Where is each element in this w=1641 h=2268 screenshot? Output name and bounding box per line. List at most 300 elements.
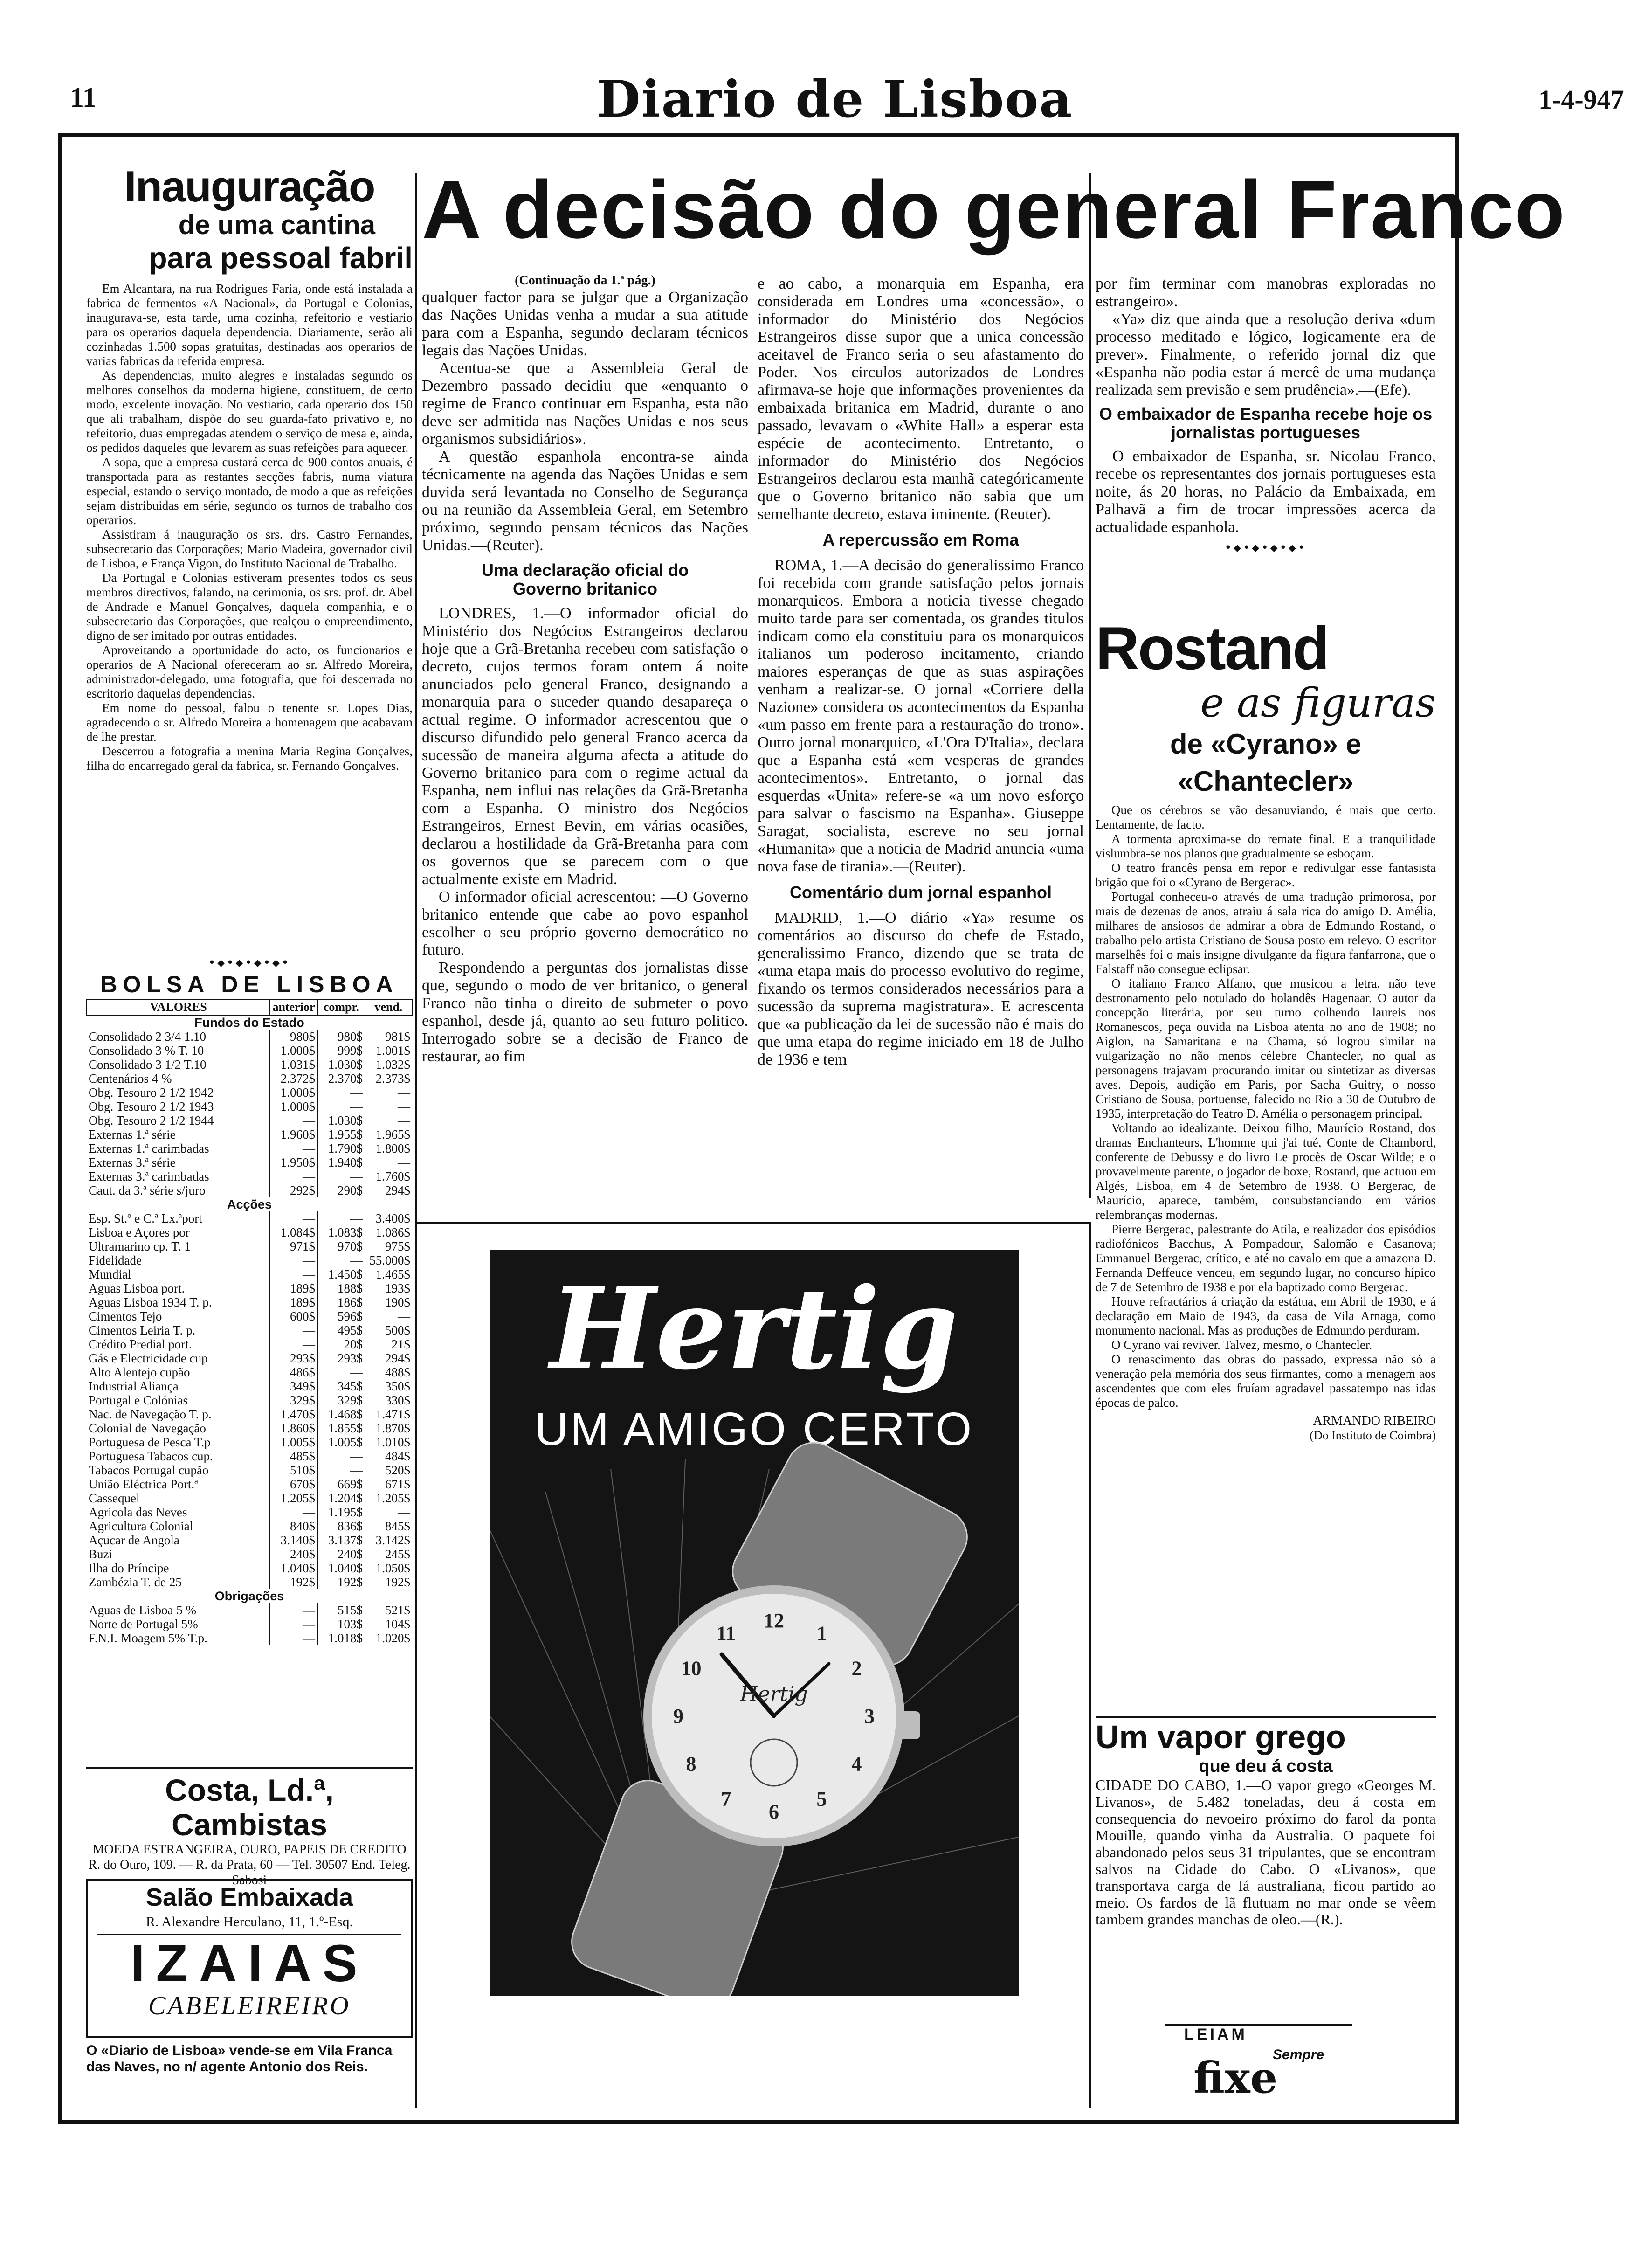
bolsa-price: 1.468$	[317, 1407, 365, 1421]
bolsa-price: 1.086$	[365, 1225, 412, 1239]
bolsa-security-name: Aguas Lisboa port.	[89, 1281, 185, 1295]
bolsa-security-name: Portuguesa Tabacos cup.	[89, 1449, 213, 1463]
table-row	[87, 1477, 412, 1491]
issue-date: 1-4-947	[1538, 84, 1624, 115]
bolsa-price: —	[270, 1253, 317, 1267]
franco-paragraph: Acentua-se que a Assembleia Geral de Dezembro passado decidiu que «enquanto o regime de Franco continuar em Espanha, esta não deve ser admitida nas Nações Unidas e nos seus organismos subsidiários».	[422, 360, 748, 448]
bolsa-price: 293$	[270, 1351, 317, 1365]
bolsa-security-name: Centenários 4 %	[89, 1072, 172, 1086]
hertig-tagline: UM AMIGO CERTO	[534, 1403, 974, 1455]
cantina-headline-2: de uma cantina	[178, 210, 375, 240]
table-row	[87, 1603, 412, 1617]
bolsa-price: 329$	[317, 1393, 365, 1407]
subhead-embaixador: O embaixador de Espanha recebe hoje os jornalistas portugueses	[1099, 404, 1433, 442]
bolsa-security-name: Lisboa e Açores por	[89, 1225, 190, 1239]
bolsa-security-name: Consolidado 3 % T. 10	[89, 1044, 204, 1058]
bolsa-price: 2.373$	[365, 1072, 412, 1086]
bolsa-price: —	[270, 1267, 317, 1281]
bolsa-price: —	[270, 1323, 317, 1337]
watch-hour-number: 9	[673, 1705, 683, 1728]
table-row	[87, 1086, 412, 1099]
bolsa-price: 1.955$	[317, 1127, 365, 1141]
franco-col1-text	[422, 289, 748, 554]
table-row	[87, 1365, 412, 1379]
bolsa-security-name: Obg. Tesouro 2 1/2 1942	[89, 1086, 214, 1099]
bolsa-security-name: Obg. Tesouro 2 1/2 1943	[89, 1099, 214, 1113]
bolsa-security-name: União Eléctrica Port.ª	[89, 1477, 198, 1491]
cantina-body	[86, 282, 413, 773]
bolsa-security-name: Ilha do Príncipe	[89, 1561, 169, 1575]
bolsa-price: 1.195$	[317, 1505, 365, 1519]
bolsa-security-name: F.N.I. Moagem 5% T.p.	[89, 1631, 207, 1645]
watch-hour-number: 7	[721, 1787, 731, 1811]
franco-col1b-text	[422, 605, 748, 1065]
ad-top-rule	[417, 1222, 1089, 1224]
bolsa-price: 3.142$	[365, 1533, 412, 1547]
bolsa-price: 970$	[317, 1239, 365, 1253]
column-rule-2	[1089, 173, 1091, 1198]
vapor-body: CIDADE DO CABO, 1.—O vapor grego «Georges M. Livanos», de 5.482 toneladas, deu á costa em consequencia do nevoeiro próximo do farol da ponta Mouille, quando vinha da Australia. O paquete foi abandonado pelos seus 31 tripulantes, que se encontram salvos na Cidade do Cabo. O «Livanos», que transportava carga de lá australiana, ficou partido ao meio. Os fardos de lã flutuam no mar onde se vêem tambem grandes manchas de oleo.—(R.).	[1096, 1777, 1436, 1928]
bolsa-price: 1.083$	[317, 1225, 365, 1239]
watch-face	[643, 1585, 904, 1846]
bolsa-price: 1.940$	[317, 1155, 365, 1169]
bolsa-section-row	[87, 1015, 412, 1030]
table-row	[87, 1575, 412, 1589]
watch-dial	[652, 1594, 896, 1838]
cantina-paragraph: As dependencias, muito alegres e instaladas segundo os melhores conselhos da moderna higiene, constituem, de certo modo, excelente inovação. No vestiario, cada operario dos 150 que ali trabalham, dispõe do seu guarda-fato privativo e, no refeitorio, duas empregadas atendem o serviço de mesa e, ainda, os pedidos daqueles que levarem as suas refeições para aquecer.	[86, 368, 413, 455]
bolsa-price: 1.960$	[270, 1127, 317, 1141]
franco-paragraph: «Ya» diz que ainda que a resolução deriva «dum processo meditado e lógico, logicamente era de prever». Finalmente, o referido jornal diz que «Espanha não podia estar á mercê de uma mudança realizada sem previsão e sem prudência».—(Efe).	[1096, 311, 1436, 399]
bolsa-price: 1.084$	[270, 1225, 317, 1239]
bolsa-price: 600$	[270, 1309, 317, 1323]
bolsa-security-name: Consolidado 3 1/2 T.10	[89, 1058, 207, 1072]
bolsa-security-name: Externas 3.ª série	[89, 1155, 176, 1169]
costa-text: MOEDA ESTRANGEIRA, OURO, PAPEIS DE CREDITO R. do Ouro, 109. — R. da Prata, 60 — Tel. 30507 End. Teleg. Sabosi	[88, 1842, 411, 1888]
rostand-signature: ARMANDO RIBEIRO	[1313, 1414, 1436, 1428]
bolsa-price: —	[317, 1463, 365, 1477]
vapor-subhead: que deu á costa	[1199, 1756, 1333, 1776]
bolsa-title: BOLSA DE LISBOA	[100, 971, 399, 997]
table-row	[87, 1561, 412, 1575]
watch-hour-number: 12	[764, 1609, 784, 1632]
rostand-paragraph: O teatro francês pensa em repor e redivulgar esse fantasista brigão que foi o «Cyrano de Bergerac».	[1096, 861, 1436, 889]
table-row	[87, 1309, 412, 1323]
vapor-article	[1096, 1716, 1436, 1928]
bolsa-price: 1.001$	[365, 1044, 412, 1058]
rostand-figures: de «Cyrano» e «Chantecler»	[1170, 728, 1362, 797]
bolsa-price: —	[317, 1169, 365, 1183]
table-row	[87, 1519, 412, 1533]
bolsa-price: 1.205$	[270, 1491, 317, 1505]
bolsa-price: 3.140$	[270, 1533, 317, 1547]
bolsa-security-name: Tabacos Portugal cupão	[89, 1463, 209, 1477]
bolsa-price: 55.000$	[365, 1253, 412, 1267]
cantina-paragraph: Descerrou a fotografia a menina Maria Regina Gonçalves, filha do encarregado geral da fabrica, sr. Fernando Gonçalves.	[86, 744, 413, 773]
leiam-fixe-ad	[1165, 2024, 1352, 2103]
table-row	[87, 1491, 412, 1505]
franco-paragraph: e ao cabo, a monarquia em Espanha, era considerada em Londres uma «concessão», o informador do Ministério dos Negócios Estrangeiros disse supor que a unica concessão aceitavel de Franco seria o seu afastamento do Poder. Nos circulos autorizados de Londres afirmava-se hoje que informações provenientes da embaixada britanica em Madrid, durante o ano passado, levavam o «White Hall» a esperar esta espécie de acontecimento. Entretanto, o informador do Ministério dos Negócios Estrangeiros declarou esta manhã categóricamente que o Governo britanico não sabia que um semelhante decreto, estava iminente. (Reuter).	[758, 275, 1084, 523]
bolsa-security-name: Esp. St.º e C.ª Lx.ªport	[89, 1211, 202, 1225]
bolsa-table	[86, 999, 413, 1645]
cantina-paragraph: Assistiram á inauguração os srs. drs. Castro Fernandes, subsecretario das Corporações; Mario Madeira, governador civil de Lisboa, e França Vigon, do Instituto Nacional de Trabalho.	[86, 527, 413, 570]
bolsa-security-name: Açucar de Angola	[89, 1533, 179, 1547]
rostand-paragraph: Pierre Bergerac, palestrante do Atila, e realizador dos episódios radiofónicos Bacchus, A Pompadour, Salomão e Casanova; Emmanuel Bergerac, crítico, e até no cavalo em que a amazona D. Fernanda Deffeuce venceu, em segundo lugar, no concurso hípico de 7 de Setembro de 1938 e por ela baptizado como Bergerac.	[1096, 1222, 1436, 1294]
izaias-name: IZAIAS	[130, 1934, 369, 1992]
column-rule-3	[1089, 1222, 1091, 2108]
bolsa-security-name: Industrial Aliança	[89, 1379, 179, 1393]
bolsa-price: —	[270, 1113, 317, 1127]
costa-ad	[86, 1767, 413, 1888]
bolsa-price: 349$	[270, 1379, 317, 1393]
table-row	[87, 1421, 412, 1435]
table-row	[87, 1225, 412, 1239]
bolsa-price: —	[270, 1141, 317, 1155]
watch-crown	[900, 1711, 920, 1739]
table-row	[87, 1072, 412, 1086]
bolsa-price: 669$	[317, 1477, 365, 1491]
vende-notice: O «Diario de Lisboa» vende-se em Vila Franca das Naves, no n/ agente Antonio dos Reis.	[86, 2043, 393, 2074]
bolsa-price: —	[270, 1631, 317, 1645]
bolsa-price: 670$	[270, 1477, 317, 1491]
bolsa-security-name: Externas 1.ª série	[89, 1127, 176, 1141]
bolsa-header-valores: VALORES	[87, 999, 270, 1015]
bolsa-price: —	[365, 1505, 412, 1519]
bolsa-price: 1.450$	[317, 1267, 365, 1281]
table-row	[87, 1547, 412, 1561]
salao-trade: CABELEIREIRO	[148, 1991, 351, 2020]
page-number: 11	[70, 82, 97, 113]
franco-col3b-text	[1096, 448, 1436, 536]
cantina-paragraph: Aproveitando a oportunidade do acto, os funcionarios e operarios de A Nacional ofereceram ao sr. Alfredo Moreira, administrador-delegado, uma fotografia, que foi descerrada no escritorio daquelas dependencias.	[86, 643, 413, 700]
bolsa-security-name: Norte de Portugal 5%	[89, 1617, 198, 1631]
table-row	[87, 1239, 412, 1253]
fixe-logo: fixe	[1193, 2053, 1278, 2103]
bolsa-table-body	[87, 1015, 412, 1645]
bolsa-security-name: Colonial de Navegação	[89, 1421, 206, 1435]
bolsa-security-name: Externas 3.ª carimbadas	[89, 1169, 209, 1183]
newspaper-title: Diario de Lisboa	[597, 70, 1073, 129]
bolsa-price: 1.000$	[270, 1044, 317, 1058]
bolsa-price: 1.010$	[365, 1435, 412, 1449]
rostand-body	[1096, 803, 1436, 1410]
bolsa-price: 1.030$	[317, 1113, 365, 1127]
bolsa-section-label: Acções	[227, 1197, 272, 1211]
salao-ad	[86, 1879, 413, 2038]
bolsa-price: —	[365, 1099, 412, 1113]
franco-col2-text	[758, 275, 1084, 523]
watch-hour-number: 2	[851, 1657, 862, 1680]
table-row	[87, 1267, 412, 1281]
bolsa-price: —	[317, 1086, 365, 1099]
table-row	[87, 1505, 412, 1519]
cantina-paragraph: Em Alcantara, na rua Rodrigues Faria, onde está instalada a fabrica de fermentos «A Nacional», da Portugal e Colonias, inaugurava-se, esta tarde, uma cozinha, refeitorio e vestiario para os operarios daquela dependencia. Diariamente, serão ali cozinhadas 1.500 sopas gratuitas, destinadas aos operarios de varias fabricas da referida empresa.	[86, 282, 413, 368]
bolsa-security-name: Crédito Predial port.	[89, 1337, 192, 1351]
bolsa-price: 840$	[270, 1519, 317, 1533]
bolsa-price: 980$	[317, 1030, 365, 1044]
bolsa-price: 515$	[317, 1603, 365, 1617]
bolsa-security-name: Portuguesa de Pesca T.p	[89, 1435, 211, 1449]
table-row	[87, 1463, 412, 1477]
bolsa-price: 484$	[365, 1449, 412, 1463]
bolsa-price: 1.032$	[365, 1058, 412, 1072]
bolsa-price: 485$	[270, 1449, 317, 1463]
bolsa-price: —	[365, 1155, 412, 1169]
table-row	[87, 1351, 412, 1365]
vapor-headline: Um vapor grego	[1096, 1719, 1346, 1755]
bolsa-security-name: Cimentos Leiria T. p.	[89, 1323, 196, 1337]
bolsa-price: —	[317, 1099, 365, 1113]
bolsa-price: 192$	[270, 1575, 317, 1589]
table-row	[87, 1449, 412, 1463]
bolsa-price: —	[317, 1365, 365, 1379]
table-row	[87, 1337, 412, 1351]
bolsa-price: 189$	[270, 1281, 317, 1295]
bolsa-price: 1.005$	[270, 1435, 317, 1449]
watch-hour-number: 3	[864, 1705, 875, 1728]
bolsa-price: 186$	[317, 1295, 365, 1309]
rostand-article	[1096, 615, 1436, 1443]
franco-paragraph: Respondendo a perguntas dos jornalistas disse que, segundo o modo de ver britanico, o general Franco não tinha o direito de submeter o povo espanhol, desde já, quanto ao seu futuro politico. Interrogado sobre se a decisão de Franco de restaurar, ao fim	[422, 959, 748, 1065]
bolsa-price: 1.760$	[365, 1169, 412, 1183]
bolsa-price: 971$	[270, 1239, 317, 1253]
bolsa-price: 21$	[365, 1337, 412, 1351]
cantina-article	[86, 163, 413, 773]
bolsa-price: 330$	[365, 1393, 412, 1407]
bolsa-security-name: Portugal e Colónias	[89, 1393, 188, 1407]
continuation-note: (Continuação da 1.ª pág.)	[515, 273, 655, 288]
bolsa-price: 2.370$	[317, 1072, 365, 1086]
bolsa-security-name: Aguas de Lisboa 5 %	[89, 1603, 196, 1617]
bolsa-price: —	[270, 1211, 317, 1225]
bolsa-price: 1.050$	[365, 1561, 412, 1575]
table-row	[87, 1323, 412, 1337]
bolsa-price: 190$	[365, 1295, 412, 1309]
bolsa-security-name: Fidelidade	[89, 1253, 142, 1267]
table-row	[87, 1379, 412, 1393]
franco-col2b-text	[758, 557, 1084, 876]
bolsa-price: —	[270, 1337, 317, 1351]
ornament-divider: •◆•◆•◆•◆•	[208, 956, 291, 970]
bolsa-price: 188$	[317, 1281, 365, 1295]
cantina-headline-1: Inauguração	[124, 162, 375, 211]
bolsa-security-name: Caut. da 3.ª série s/juro	[89, 1183, 206, 1197]
bolsa-security-name: Consolidado 2 3/4 1.10	[89, 1030, 207, 1044]
bolsa-price: 1.950$	[270, 1155, 317, 1169]
hertig-logo: Hertig	[550, 1263, 958, 1395]
bolsa-price: 1.000$	[270, 1086, 317, 1099]
bolsa-price: 193$	[365, 1281, 412, 1295]
bolsa-price: 189$	[270, 1295, 317, 1309]
franco-paragraph: MADRID, 1.—O diário «Ya» resume os comentários ao discurso do chefe de Estado, generalissimo Franco, dizendo que se trata de «uma etapa mais do processo evolutivo do regime, fixando os termos considerados necessários para a sucessão da suprema magistratura». E acrescenta que «a publicação da lei de sucessão não é mais do que uma etapa do regime iniciado em 18 de Julho de 1936 e tem	[758, 909, 1084, 1068]
bolsa-header-anterior: anterior	[270, 999, 317, 1015]
bolsa-price: 294$	[365, 1183, 412, 1197]
bolsa-price: —	[317, 1253, 365, 1267]
franco-col2c-text	[758, 909, 1084, 1069]
bolsa-price: —	[365, 1113, 412, 1127]
salao-address: R. Alexandre Herculano, 11, 1.º-Esq.	[97, 1914, 401, 1935]
bolsa-security-name: Aguas Lisboa 1934 T. p.	[89, 1295, 212, 1309]
bolsa-price: 1.465$	[365, 1267, 412, 1281]
bolsa-price: 975$	[365, 1239, 412, 1253]
column-rule-1	[415, 173, 417, 2108]
salao-title: Salão Embaixada	[145, 1883, 353, 1911]
bolsa-price: 999$	[317, 1044, 365, 1058]
bolsa-price: 1.470$	[270, 1407, 317, 1421]
bolsa-price: 1.471$	[365, 1407, 412, 1421]
bolsa-price: 20$	[317, 1337, 365, 1351]
bolsa-section	[86, 956, 413, 1645]
rostand-paragraph: Houve refractários á criação da estátua, em Abril de 1930, e á declaração em Maio de 1943, da casa de Vila Arnaga, como monumento nacional. Mas as produções de Edmundo perduram.	[1096, 1294, 1436, 1337]
table-row	[87, 1211, 412, 1225]
table-row	[87, 1407, 412, 1421]
bolsa-price: 1.204$	[317, 1491, 365, 1505]
bolsa-price: 350$	[365, 1379, 412, 1393]
bolsa-price: 3.400$	[365, 1211, 412, 1225]
bolsa-price: 1.005$	[317, 1435, 365, 1449]
table-row	[87, 1030, 412, 1044]
watch-hour-number: 6	[769, 1800, 779, 1823]
costa-title: Costa, Ld.ª, Cambistas	[86, 1767, 413, 1842]
franco-paragraph: O embaixador de Espanha, sr. Nicolau Franco, recebe os representantes dos jornais portugueses esta noite, ás 20 horas, no Palácio da Embaixada, em Palhavã a fim de trocar impressões acerca da actualidade espanhola.	[1096, 448, 1436, 536]
bolsa-price: 1.020$	[365, 1631, 412, 1645]
cantina-headline-3: para pessoal fabril	[149, 241, 413, 275]
table-row	[87, 1169, 412, 1183]
bolsa-price: 1.870$	[365, 1421, 412, 1435]
bolsa-header-vend: vend.	[365, 999, 412, 1015]
rostand-paragraph: O italiano Franco Alfano, que musicou a letra, não teve destronamento pelo notulado do holandês Hagenaar. O autor da concepção literária, por seu turno colhendo laureis nos Romanescos, peça ouvida na Lisboa atenta no ano de 1908; no Aiglon, na Samaritana e na Chama, só logrou similar na vulgarização no não menos célebre Chantecler, no qual as personagens trajavam procurando imitar ou sintetizar as diversas aves. Depois, audição em Paris, por Sacha Guitry, o nosso Cristiano de Sousa, portuense, falecido no Rio a 30 de Outubro de 1935, interpretação do Teatro D. Amélia o personagem principal.	[1096, 976, 1436, 1120]
watch-hour-number: 4	[851, 1752, 862, 1776]
bolsa-price: 245$	[365, 1547, 412, 1561]
bolsa-price: 1.860$	[270, 1421, 317, 1435]
bolsa-security-name: Obg. Tesouro 2 1/2 1944	[89, 1113, 214, 1127]
bolsa-price: —	[317, 1211, 365, 1225]
table-row	[87, 1113, 412, 1127]
subhead-britanico: Uma declaração oficial do Governo britanico	[481, 560, 689, 598]
bolsa-security-name: Alto Alentejo cupão	[89, 1365, 190, 1379]
cantina-paragraph: Da Portugal e Colonias estiveram presentes todos os seus membros directivos, falando, na cerimonia, os srs. prof. dr. Abel de Andrade e Manuel Gonçalves, daquela companhia, e o subsecretario das Corporações, que realçou o empreendimento, digno de ser imitado por outras entidades.	[86, 571, 413, 643]
table-row	[87, 1183, 412, 1197]
franco-col3-text	[1096, 275, 1436, 399]
franco-paragraph: qualquer factor para se julgar que a Organização das Nações Unidas venha a mudar a sua atitude para com a Espanha, segundo declaram técnicos legais das Nações Unidas.	[422, 289, 748, 359]
table-row	[87, 1127, 412, 1141]
bolsa-price: 1.040$	[317, 1561, 365, 1575]
bolsa-price: 495$	[317, 1323, 365, 1337]
subhead-espanhol: Comentário dum jornal espanhol	[789, 883, 1052, 902]
table-row	[87, 1617, 412, 1631]
bolsa-section-label: Fundos do Estado	[194, 1016, 304, 1030]
bolsa-price: 596$	[317, 1309, 365, 1323]
bolsa-price: 980$	[270, 1030, 317, 1044]
cantina-paragraph: A sopa, que a empresa custará cerca de 900 contos anuais, é transportada para as restantes secções fabris, numa viatura especial, estando o serviço montado, de modo a que as refeições sejam distribuidas em série, segundo os turnos de trabalho dos operarios.	[86, 455, 413, 527]
watch-hour-number: 5	[816, 1787, 827, 1811]
subhead-roma: A repercussão em Roma	[822, 530, 1019, 549]
bolsa-price: 671$	[365, 1477, 412, 1491]
watch-hour-number: 11	[716, 1622, 736, 1645]
bolsa-price: —	[365, 1309, 412, 1323]
franco-paragraph: LONDRES, 1.—O informador oficial do Ministério dos Negócios Estrangeiros declarou hoje que a Grã-Bretanha recebeu com satisfação o decreto, cujos termos foram ontem á noite anunciados pelo general Franco, designando a monarquia para o suceder quando desapareça o actual regime. O informador acrescentou que o discurso difundido pelo general Franco acerca da sucessão de maneira alguma afecta a atitude do Governo britanico para com o regime actual da Espanha, nem influi nas relações da Grã-Bretanha com a Espanha. O ministro dos Negócios Estrangeiros, Ernest Bevin, em várias ocasiões, declarou a hostilidade da Grã-Bretanha para com os governos que se parecem com o que actualmente existe em Madrid.	[422, 605, 748, 888]
rostand-paragraph: Voltando ao idealizante. Deixou filho, Maurício Rostand, dos dramas Enchanteurs, L'homme qui j'ai tué, Conte de Chambord, conferente de Debussy e do livro Le procès de Oscar Wilde; e o provavelmente parente, o jogador de boxe, Rostand, que actuou em Algés, Lisboa, em 4 de Setembro de 1938. O Bergerac, de Maurício, aparece, também, consubstanciando em vários relembranças modernas.	[1096, 1121, 1436, 1222]
bolsa-price: 500$	[365, 1323, 412, 1337]
bolsa-price: 290$	[317, 1183, 365, 1197]
franco-column-3	[1096, 275, 1436, 555]
bolsa-price: 2.372$	[270, 1072, 317, 1086]
bolsa-price: 836$	[317, 1519, 365, 1533]
bolsa-price: 192$	[317, 1575, 365, 1589]
table-row	[87, 1253, 412, 1267]
franco-headline: A decisão do general Franco	[422, 164, 1566, 256]
bolsa-price: 329$	[270, 1393, 317, 1407]
bolsa-security-name: Buzi	[89, 1547, 112, 1561]
bolsa-price: —	[270, 1603, 317, 1617]
franco-paragraph: O informador oficial acrescentou: —O Governo britanico entende que cabe ao povo espanhol escolher o seu próprio governo democrático no futuro.	[422, 888, 748, 959]
table-row	[87, 1631, 412, 1645]
bolsa-security-name: Nac. de Navegação T. p.	[89, 1407, 212, 1421]
bolsa-security-name: Agricola das Neves	[89, 1505, 187, 1519]
bolsa-security-name: Cimentos Tejo	[89, 1309, 162, 1323]
hertig-ad	[490, 1250, 1019, 1996]
bolsa-price: 510$	[270, 1463, 317, 1477]
bolsa-price: 486$	[270, 1365, 317, 1379]
bolsa-security-name: Gás e Electricidade cup	[89, 1351, 208, 1365]
rostand-paragraph: A tormenta aproxima-se do remate final. E a tranquilidade vislumbra-se nos planos que gradualmente se esboçam.	[1096, 832, 1436, 860]
sempre-label: Sempre	[1273, 2047, 1324, 2062]
franco-column-1	[422, 273, 748, 1065]
bolsa-price: 1.040$	[270, 1561, 317, 1575]
bolsa-price: 981$	[365, 1030, 412, 1044]
bolsa-price: —	[365, 1086, 412, 1099]
bolsa-price: 345$	[317, 1379, 365, 1393]
watch-dial-brand: Hertig	[740, 1682, 808, 1706]
bolsa-security-name: Cassequel	[89, 1491, 140, 1505]
rostand-paragraph: O Cyrano vai reviver. Talvez, mesmo, o Chantecler.	[1111, 1338, 1372, 1352]
ornament-divider: •◆•◆•◆•◆•	[1224, 541, 1307, 555]
table-row	[87, 1155, 412, 1169]
bolsa-price: 240$	[317, 1547, 365, 1561]
bolsa-price: 104$	[365, 1617, 412, 1631]
bolsa-price: 1.018$	[317, 1631, 365, 1645]
bolsa-price: 1.030$	[317, 1058, 365, 1072]
bolsa-price: 488$	[365, 1365, 412, 1379]
rostand-headline: Rostand	[1096, 614, 1328, 682]
bolsa-price: —	[270, 1505, 317, 1519]
bolsa-price: 103$	[317, 1617, 365, 1631]
bolsa-price: —	[270, 1617, 317, 1631]
bolsa-security-name: Mundial	[89, 1267, 131, 1281]
bolsa-security-name: Externas 1.ª carimbadas	[89, 1141, 209, 1155]
table-row	[87, 1533, 412, 1547]
table-row	[87, 1099, 412, 1113]
franco-paragraph: ROMA, 1.—A decisão do generalissimo Franco foi recebida com grande satisfação pelos jornais monarquicos. Embora a noticia tivesse chegado muito tarde para ser comentada, os grandes titulos indicam como ela constituiu para os monarquicos italianos um poderoso incitamento, criando maiores esperanças de que as suas aspirações venham a realizar-se. O jornal «Corriere della Nazione» considera os acontecimentos da Espanha «um passo em frente para a restauração do trono». Outro jornal monarquico, «L'Ora D'Italia», declara que a Espanha está «em vesperas de grandes acontecimentos». Entretanto, o jornal das esquerdas «Unita» refere-se «a um novo esforço para salvar o fascismo na Espanha». Giuseppe Saragat, socialista, escreve no seu jornal «Humanita» que a noticia de Madrid anuncia «uma nova fase de tirania».—(Reuter).	[758, 557, 1084, 875]
bolsa-price: 293$	[317, 1351, 365, 1365]
bolsa-security-name: Zambézia T. de 25	[89, 1575, 182, 1589]
table-row	[87, 1435, 412, 1449]
bolsa-price: 1.855$	[317, 1421, 365, 1435]
bolsa-price: 845$	[365, 1519, 412, 1533]
bolsa-price: 3.137$	[317, 1533, 365, 1547]
table-row	[87, 1058, 412, 1072]
bolsa-price: 1.965$	[365, 1127, 412, 1141]
table-row	[87, 1281, 412, 1295]
bolsa-price: 1.000$	[270, 1099, 317, 1113]
franco-paragraph: A questão espanhola encontra-se ainda técnicamente na agenda das Nações Unidas e sem duvida será levantada no Conselho de Segurança ou na reunião da Assembleia Geral, em Setembro próximo, segundo pensam técnicos das Nações Unidas.—(Reuter).	[422, 448, 748, 554]
rostand-institution: (Do Instituto de Coimbra)	[1310, 1429, 1436, 1442]
bolsa-price: 294$	[365, 1351, 412, 1365]
table-row	[87, 1141, 412, 1155]
bolsa-price: 1.800$	[365, 1141, 412, 1155]
bolsa-price: —	[270, 1169, 317, 1183]
table-row	[87, 1393, 412, 1407]
franco-paragraph: por fim terminar com manobras exploradas no estrangeiro».	[1096, 275, 1436, 310]
